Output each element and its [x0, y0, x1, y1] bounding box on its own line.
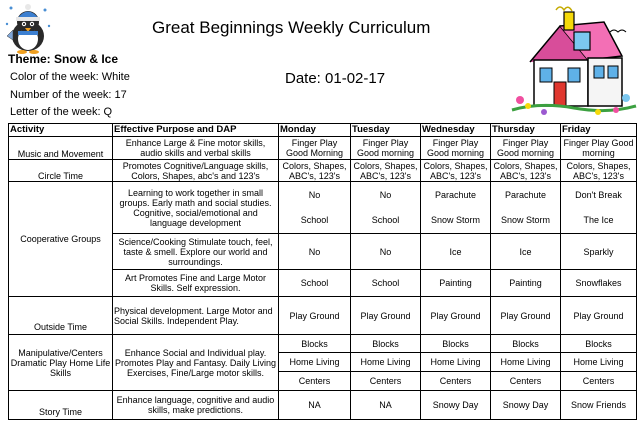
day-cell: Painting	[491, 270, 561, 297]
day-cell: Home Living	[351, 353, 421, 372]
day-cell: Ice	[421, 234, 491, 270]
day-cell: School	[351, 270, 421, 297]
day-cell: NA	[279, 391, 351, 420]
day-cell: School	[279, 270, 351, 297]
purpose-cell: Enhance language, cognitive and audio skills, make predictions.	[113, 391, 279, 420]
day-cell: Blocks	[279, 335, 351, 353]
curriculum-date: Date: 01-02-17	[285, 70, 386, 87]
day-cell: No	[351, 234, 421, 270]
purpose-cell: Learning to work together in small groups. Early math and social studies. Cognitive, social/emotional and language development	[113, 182, 279, 234]
table-row-circle	[9, 160, 637, 182]
day-cell: Snow Storm	[421, 208, 491, 234]
day-cell: Centers	[561, 372, 637, 391]
theme-label: Theme: Snow & Ice	[8, 52, 119, 66]
day-cell: NA	[351, 391, 421, 420]
day-cell: Home Living	[279, 353, 351, 372]
activity-cell: Cooperative Groups	[9, 182, 113, 297]
purpose-cell: Enhance Large & Fine motor skills, audio skills and verbal skills	[113, 137, 279, 160]
day-cell: School	[279, 208, 351, 234]
day-cell: Colors, Shapes, ABC's, 123's	[279, 160, 351, 182]
day-cell: Snow Friends	[561, 391, 637, 420]
day-cell: Parachute	[421, 182, 491, 208]
schoolhouse-clipart	[510, 2, 638, 120]
day-cell: Play Ground	[561, 297, 637, 335]
col-header-monday: Monday	[279, 124, 351, 137]
activity-cell: Music and Movement	[9, 137, 113, 160]
letter-of-week: Letter of the week: Q	[10, 106, 113, 118]
day-cell: Play Ground	[351, 297, 421, 335]
col-header-wednesday: Wednesday	[421, 124, 491, 137]
table-row-music	[9, 137, 637, 160]
day-cell: The Ice	[561, 208, 637, 234]
day-cell: Home Living	[491, 353, 561, 372]
day-cell: Snowy Day	[421, 391, 491, 420]
table-header-row	[9, 124, 637, 137]
day-cell: Finger Play Good morning	[351, 137, 421, 160]
day-cell: Play Ground	[279, 297, 351, 335]
day-cell: No	[279, 234, 351, 270]
page-title: Great Beginnings Weekly Curriculum	[152, 18, 431, 37]
day-cell: School	[351, 208, 421, 234]
activity-cell: Manipulative/Centers Dramatic Play Home Life Skills	[9, 335, 113, 391]
activity-cell: Story Time	[9, 391, 113, 420]
day-cell: Snow Storm	[491, 208, 561, 234]
activity-cell: Outside Time	[9, 297, 113, 335]
day-cell: Blocks	[561, 335, 637, 353]
day-cell: Finger Play Good morning	[421, 137, 491, 160]
day-cell: Centers	[351, 372, 421, 391]
day-cell: Centers	[279, 372, 351, 391]
color-of-week: Color of the week: White	[10, 71, 130, 83]
table-row-outside	[9, 297, 637, 335]
day-cell: Finger Play Good Morning	[279, 137, 351, 160]
day-cell: Painting	[421, 270, 491, 297]
day-cell: No	[351, 182, 421, 208]
day-cell: No	[279, 182, 351, 208]
day-cell: Finger Play Good morning	[561, 137, 637, 160]
day-cell: Snowy Day	[491, 391, 561, 420]
col-header-thursday: Thursday	[491, 124, 561, 137]
table-row-manip-1	[9, 335, 637, 353]
day-cell: Blocks	[421, 335, 491, 353]
day-cell: Home Living	[561, 353, 637, 372]
col-header-purpose: Effective Purpose and DAP	[113, 124, 279, 137]
day-cell: Home Living	[421, 353, 491, 372]
day-cell: Parachute	[491, 182, 561, 208]
day-cell: Ice	[491, 234, 561, 270]
day-cell: Colors, Shapes, ABC's, 123's	[351, 160, 421, 182]
col-header-tuesday: Tuesday	[351, 124, 421, 137]
purpose-cell: Science/Cooking Stimulate touch, feel, taste & smell. Explore our world and surroundings.	[113, 234, 279, 270]
purpose-cell: Promotes Cognitive/Language skills, Colors, Shapes, abc's and 123's	[113, 160, 279, 182]
col-header-friday: Friday	[561, 124, 637, 137]
day-cell: Colors, Shapes, ABC's, 123's	[491, 160, 561, 182]
day-cell: Centers	[491, 372, 561, 391]
table-row-story	[9, 391, 637, 420]
day-cell: Play Ground	[491, 297, 561, 335]
purpose-cell: Physical development. Large Motor and Social Skills. Independent Play.	[113, 297, 279, 335]
day-cell: Snowflakes	[561, 270, 637, 297]
day-cell: Play Ground	[421, 297, 491, 335]
day-cell: Finger Play Good morning	[491, 137, 561, 160]
day-cell: Colors, Shapes, ABC's, 123's	[561, 160, 637, 182]
day-cell: Blocks	[491, 335, 561, 353]
curriculum-table	[8, 123, 637, 420]
purpose-cell: Enhance Social and Individual play. Promotes Play and Fantasy. Daily Living Exercises, Fine/Large motor skills.	[113, 335, 279, 391]
penguin-clipart	[3, 2, 53, 54]
number-of-week: Number of the week: 17	[10, 89, 127, 101]
day-cell: Sparkly	[561, 234, 637, 270]
col-header-activity: Activity	[9, 124, 113, 137]
day-cell: Centers	[421, 372, 491, 391]
day-cell: Colors, Shapes, ABC's, 123's	[421, 160, 491, 182]
activity-cell: Circle Time	[9, 160, 113, 182]
purpose-cell: Art Promotes Fine and Large Motor Skills. Self expression.	[113, 270, 279, 297]
day-cell: Don't Break	[561, 182, 637, 208]
day-cell: Blocks	[351, 335, 421, 353]
table-row-coop-1	[9, 182, 637, 208]
